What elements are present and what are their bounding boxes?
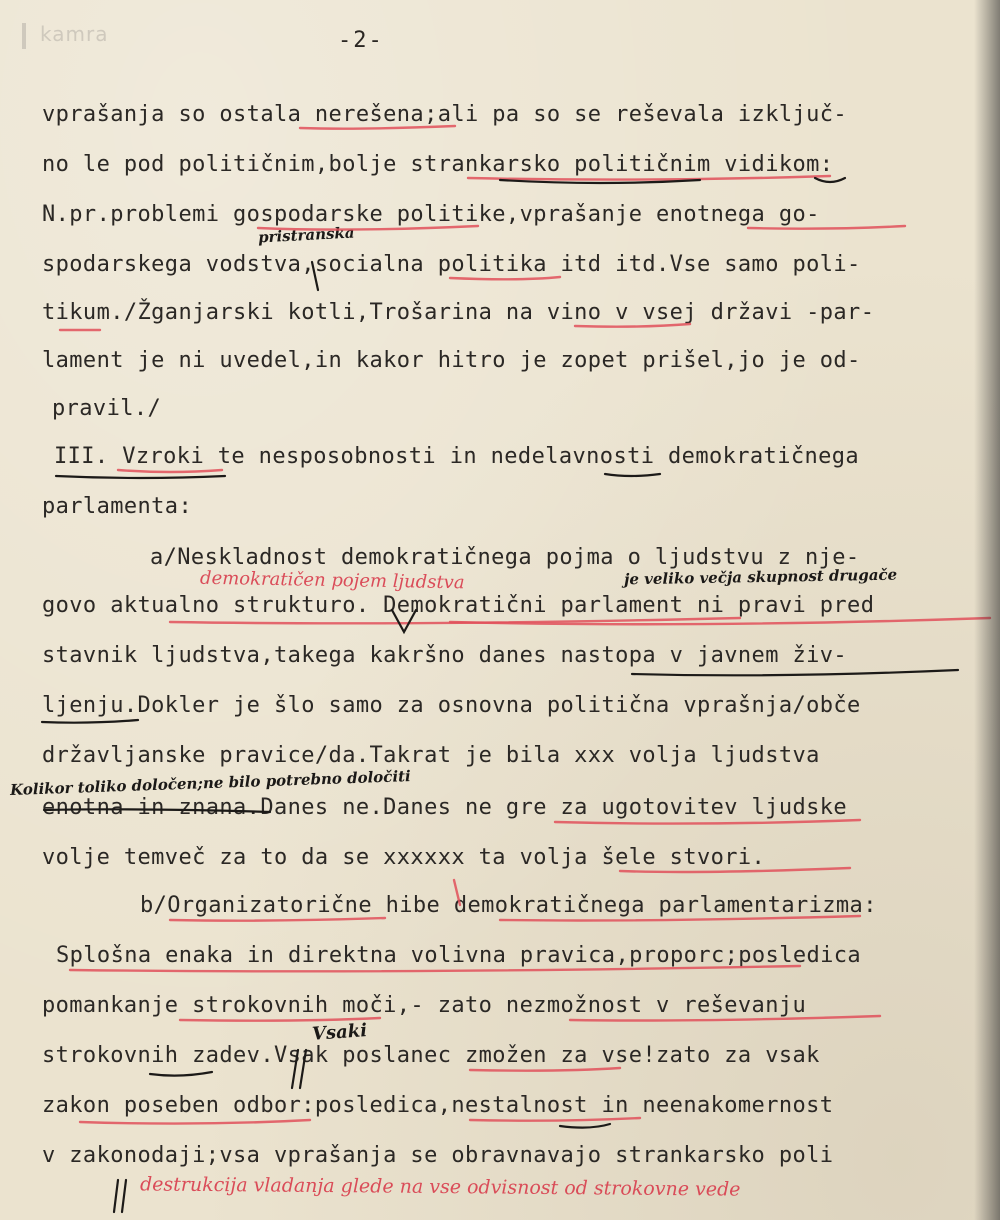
handwritten-red-note-bottom: destrukcija vladanja glede na vse odvisnost od strokovne vede (139, 1173, 741, 1201)
text-line-15: enotna in znana.Danes ne.Danes ne gre za ugotovitev ljudske (42, 795, 848, 820)
red-underline (450, 618, 990, 624)
black-underline (605, 474, 660, 476)
watermark-text: kamra (40, 22, 109, 46)
black-underline (632, 670, 958, 675)
handwritten-black-note-line14: Kolikor toliko določen;ne bilo potrebno določiti (9, 767, 412, 799)
text-line-1: vprašanja so ostala nerešena;ali pa so se reševala izključ- (42, 102, 848, 127)
text-line-2: no le pod političnim,bolje strankarsko političnim vidikom: (42, 152, 834, 177)
text-line-9: parlamenta: (42, 494, 193, 519)
red-underline (118, 470, 222, 472)
margin-bars (114, 1180, 126, 1212)
page-number: -2- (338, 28, 384, 53)
text-line-12: stavnik ljudstva,takega kakršno danes nastopa v javnem živ- (42, 643, 848, 668)
red-underline (170, 918, 385, 921)
text-line-18: Splošna enaka in direktna volivna pravica,proporc;posledica (56, 943, 862, 968)
text-line-14: državljanske pravice/da.Takrat je bila xxx volja ljudstva (42, 743, 820, 768)
watermark-logo-icon (22, 23, 36, 49)
watermark (22, 22, 108, 49)
text-line-10: a/Neskladnost demokratičnega pojma o ljudstvu z nje- (150, 545, 860, 570)
text-line-17: b/Organizatorične hibe demokratičnega parlamentarizma: (140, 893, 877, 918)
black-underline (150, 1072, 212, 1076)
black-underline (815, 178, 845, 182)
text-line-20: strokovnih zadev.Vsak poslanec zmožen za vse!zato za vsak (42, 1043, 820, 1068)
text-line-13: ljenju.Dokler je šlo samo za osnovna politična vprašnja/obče (42, 693, 861, 718)
red-underline (470, 1118, 640, 1121)
red-underline (470, 1068, 620, 1071)
text-line-5: tikum./Žganjarski kotli,Trošarina na vino v vsej državi -par- (42, 300, 875, 325)
black-underline (56, 476, 225, 478)
text-line-6: lament je ni uvedel,in kakor hitro je zopet prišel,jo je od- (42, 348, 861, 373)
red-underline (450, 277, 560, 279)
text-line-11: govo aktualno strukturo. Demokratični parlament ni pravi pred (42, 593, 875, 618)
red-underline (555, 820, 860, 824)
text-line-22: v zakonodaji;vsa vprašanja se obravnavajo strankarsko poli (42, 1143, 834, 1168)
scan-edge-shadow (974, 0, 1000, 1220)
handwritten-red-note-line10: demokratičen pojem ljudstva (199, 567, 465, 594)
text-line-4: spodarskega vodstva,socialna politika itd itd.Vse samo poli- (42, 252, 861, 277)
handwritten-insert-line4: pristranska (257, 223, 355, 247)
black-underline (500, 180, 700, 183)
section-heading-iii: III. Vzroki te nesposobnosti in nedelavnosti demokratičnega (54, 444, 860, 469)
red-underline (170, 618, 740, 623)
text-line-3: N.pr.problemi gospodarske politike,vprašanje enotnega go- (42, 202, 820, 227)
text-line-21: zakon poseben odbor:posledica,nestalnost in neenakomernost (42, 1093, 834, 1118)
text-line-16: volje temveč za to da se xxxxxx ta volja šele stvori. (42, 845, 766, 870)
text-line-7: pravil./ (52, 396, 162, 421)
text-line-19: pomankanje strokovnih moči,- zato nezmožnost v reševanju (42, 993, 807, 1018)
black-underline (42, 720, 138, 723)
handwritten-insert-line20: Vsaki (311, 1020, 368, 1045)
red-underline (80, 1120, 310, 1124)
handwritten-black-note-line10: je veliko večja skupnost drugače (623, 565, 898, 589)
black-underline (560, 1124, 610, 1128)
